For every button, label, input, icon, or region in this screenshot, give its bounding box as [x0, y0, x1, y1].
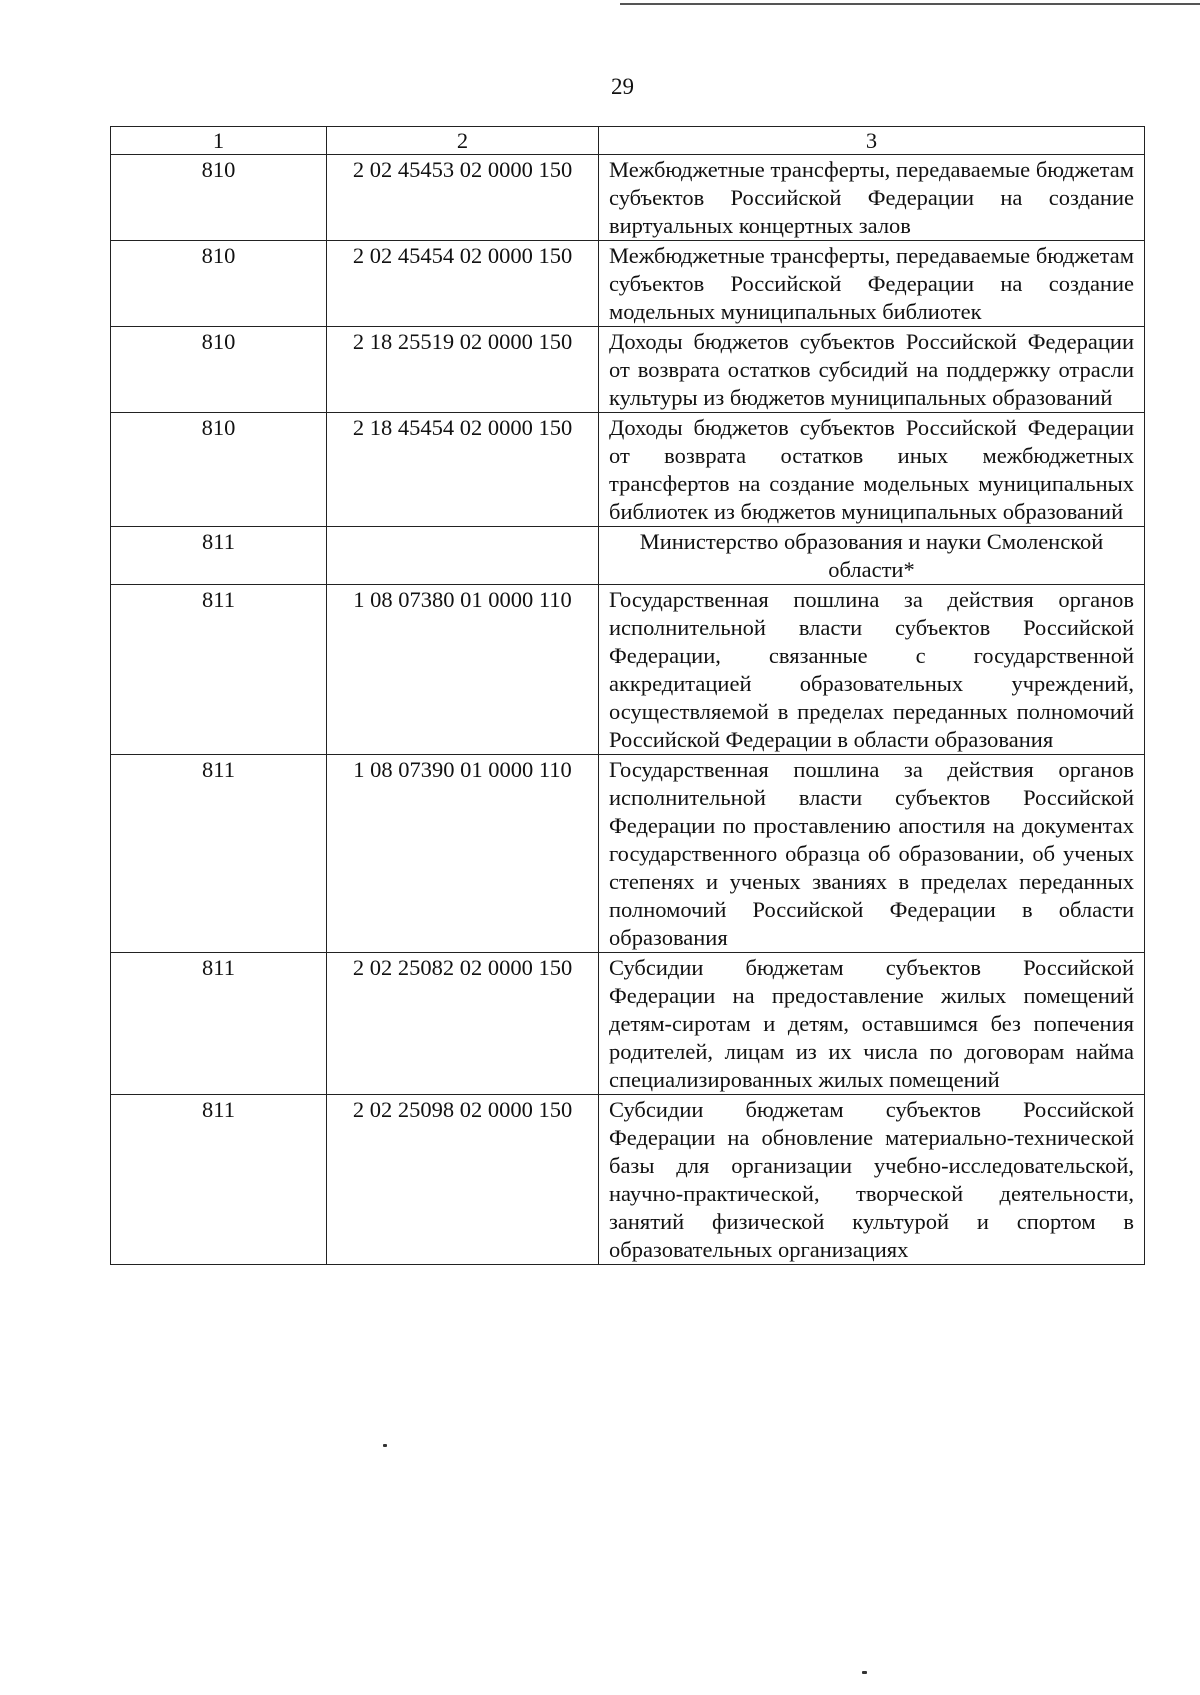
admin-code-cell: 810 [111, 327, 327, 413]
scan-speck [383, 1444, 387, 1447]
admin-code-cell: 811 [111, 755, 327, 953]
page-number: 29 [611, 74, 634, 99]
admin-code-cell: 811 [111, 585, 327, 755]
description-cell: Межбюджетные трансферты, передаваемые бюджетам субъектов Российской Федерации на создание виртуальных концертных залов [599, 155, 1145, 241]
description-cell: Субсидии бюджетам субъектов Российской Федерации на предоставление жилых помещений детям-сиротам и детям, оставшимся без попечения родителей, лицам из их числа по договорам найма специализированных жилых помещений [599, 953, 1145, 1095]
description-cell: Государственная пошлина за действия органов исполнительной власти субъектов Российской Федерации, связанные с государственной аккредитацией образовательных учреждений, осуществляемой в пределах переданных полномочий Российской Федерации в области образования [599, 585, 1145, 755]
description-cell: Доходы бюджетов субъектов Российской Федерации от возврата остатков иных межбюджетных трансфертов на создание модельных муниципальных библиотек из бюджетов муниципальных образований [599, 413, 1145, 527]
table-row [111, 755, 1145, 953]
header-col-2: 2 [327, 127, 599, 155]
scan-edge-line [620, 3, 1200, 5]
table-row [111, 327, 1145, 413]
table-row [111, 241, 1145, 327]
revenue-code-cell: 2 02 45454 02 0000 150 [327, 241, 599, 327]
revenue-codes-table [110, 126, 1144, 1265]
admin-code-cell: 810 [111, 413, 327, 527]
revenue-code-cell: 2 02 45453 02 0000 150 [327, 155, 599, 241]
scan-speck [862, 1671, 867, 1674]
admin-code-cell: 810 [111, 155, 327, 241]
revenue-code-cell: 2 02 25098 02 0000 150 [327, 1095, 599, 1265]
ministry-name-cell: Министерство образования и науки Смоленской области* [599, 527, 1145, 585]
table-row [111, 585, 1145, 755]
description-cell: Субсидии бюджетам субъектов Российской Федерации на обновление материально-технической базы для организации учебно-исследовательской, научно-практической, творческой деятельности, занятий физической культурой и спортом в образовательных организациях [599, 1095, 1145, 1265]
description-cell: Доходы бюджетов субъектов Российской Федерации от возврата остатков субсидий на поддержку отрасли культуры из бюджетов муниципальных образований [599, 327, 1145, 413]
table-row [111, 1095, 1145, 1265]
admin-code-cell: 811 [111, 527, 327, 585]
table-header-row [111, 127, 1145, 155]
revenue-code-cell: 2 02 25082 02 0000 150 [327, 953, 599, 1095]
description-cell: Государственная пошлина за действия органов исполнительной власти субъектов Российской Федерации по проставлению апостиля на документах государственного образца об образовании, об ученых степенях и ученых званиях в пределах переданных полномочий Российской Федерации в области образования [599, 755, 1145, 953]
admin-code-cell: 811 [111, 953, 327, 1095]
revenue-code-cell: 1 08 07390 01 0000 110 [327, 755, 599, 953]
revenue-code-cell: 2 18 25519 02 0000 150 [327, 327, 599, 413]
table-row [111, 953, 1145, 1095]
table-row [111, 155, 1145, 241]
header-col-3: 3 [599, 127, 1145, 155]
admin-code-cell: 811 [111, 1095, 327, 1265]
table-body [111, 155, 1145, 1265]
revenue-code-cell [327, 527, 599, 585]
description-cell: Межбюджетные трансферты, передаваемые бюджетам субъектов Российской Федерации на создание модельных муниципальных библиотек [599, 241, 1145, 327]
revenue-code-cell: 2 18 45454 02 0000 150 [327, 413, 599, 527]
table-row [111, 413, 1145, 527]
table-row-ministry-heading [111, 527, 1145, 585]
admin-code-cell: 810 [111, 241, 327, 327]
table [110, 126, 1145, 1265]
header-col-1: 1 [111, 127, 327, 155]
revenue-code-cell: 1 08 07380 01 0000 110 [327, 585, 599, 755]
